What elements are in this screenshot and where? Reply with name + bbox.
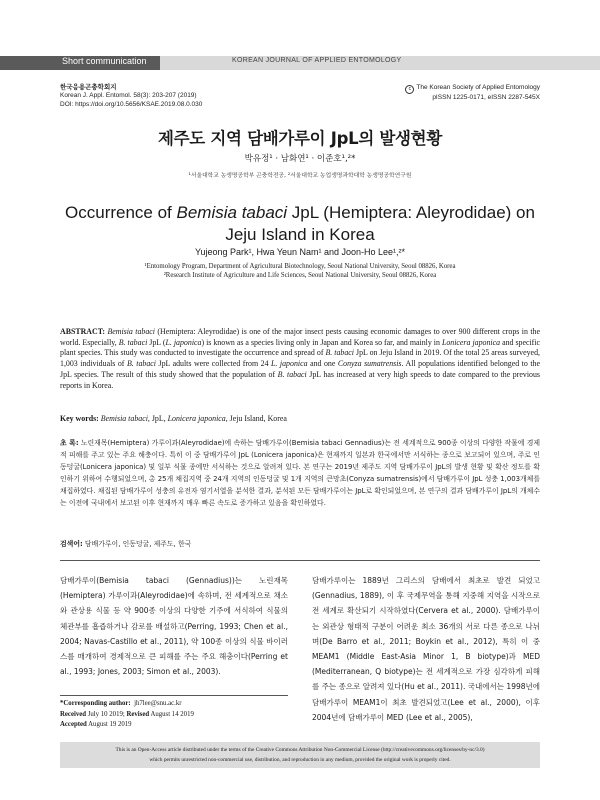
title-line2: Jeju Island in Korea: [225, 225, 375, 244]
journal-name-kr: 한국응용곤충학회지: [60, 84, 117, 91]
journal-band-title: KOREAN JOURNAL OF APPLIED ENTOMOLOGY: [232, 57, 402, 64]
abstract-english: [60, 327, 540, 391]
keywords-kr-text: 담배가루이, 인동덩굴, 제주도, 한국: [82, 540, 192, 548]
affiliation-1: ¹Entomology Program, Department of Agricultural Biotechnology, Seoul National University, Seoul 08826, Korea: [144, 263, 456, 270]
accepted-label: Accepted: [60, 721, 87, 728]
abstract-label: ABSTRACT:: [60, 327, 106, 336]
title-part: Occurrence of: [65, 203, 177, 222]
received-date: July 10 2019;: [87, 710, 125, 718]
corresponding-label: *Corresponding author:: [60, 700, 131, 707]
abstract-text: JpL on Jeju Island in 2019. Of the total 25 areas surveyed, 1,003 individuals of: [60, 348, 540, 369]
doi-link[interactable]: DOI: https://doi.org/10.5656/KSAE.2019.08.0.030: [60, 100, 203, 108]
citation-block: [60, 84, 202, 109]
title-english: [60, 202, 540, 246]
species-name: B. tabaci: [277, 369, 307, 379]
species-name: Conyza sumatrensis: [337, 359, 402, 369]
footnote-divider: [60, 695, 288, 696]
authors-korean: 박유정¹ · 남화연¹ · 이준호¹,²*: [244, 154, 356, 164]
accepted-date: August 19 2019: [88, 721, 132, 728]
keyword: , Jeju Island, Korea: [225, 414, 287, 423]
abstract-text: . All populations identified belonged to the JpL species. The result of this study showed that the population of: [60, 359, 540, 379]
body-column-right: 담배가루이는 1889년 그리스의 담배에서 최초로 발견 되었고(Gennadius, 1889), 이 후 국제무역을 통해 지중해 지역을 시작으로 전 세계로 확산되기 시작하였다(Cervera et al., 2000). 담배가루이는 외관상 형태적 구분이 어려운 최소 36개의 서로 다른 종으로 나뉘며(De Barro et al., 2011; Boykin et al., 2012), 특히 이 중 MEAM1 (Middle East-Asia Minor 1, B biotype)과 MED (Mediterranean, Q biotype)는 전 세계적으로 가장 심각하게 피해를 주는 종으로 알려져 있다(Hu et al., 2011). 국내에서는 1998년에 담배가루이 MEAM1이 최초 발견되었고(Lee et al., 2000), 이후 2004년에 담배가루이 MED (Lee et al., 2005),: [312, 576, 540, 722]
species-name: Bemisia tabaci: [107, 327, 155, 336]
species-name: B. tabaci: [325, 348, 354, 358]
abstract-text: and specific plant species. This study was conducted to investigate the occurrence and spread of: [60, 337, 541, 358]
abstract-text: ) is known as a species living only in Japan and Korea so far, and mainly in: [201, 337, 442, 347]
abstract-text: JpL (: [147, 337, 166, 347]
title-part: JpL (Hemiptera: Aleyrodidae) on: [287, 203, 535, 222]
abstract-text: and one: [307, 359, 338, 369]
title-species: Bemisia tabaci: [176, 203, 288, 222]
section-label: Short communication: [62, 56, 147, 66]
section-divider: [60, 560, 540, 561]
citation: Korean J. Appl. Entomol. 58(3): 203-207 (2019): [60, 92, 197, 100]
title-korean: 제주도 지역 담배가루이 JpL의 발생현황: [158, 129, 442, 148]
abstract-text: JpL adults were collected from 24: [156, 359, 272, 369]
keyword: , JpL,: [147, 414, 168, 423]
species-name: B. tabaci: [118, 337, 148, 347]
license-text: [60, 745, 540, 765]
keywords-kr-label: 검색어:: [60, 540, 83, 548]
affiliation-2: ²Research Institute of Agriculture and Life Sciences, Seoul National University, Seoul 08826, Korea: [163, 272, 437, 280]
abstract-kr-label: 초 록:: [60, 439, 79, 447]
corresponding-email[interactable]: jh7lee@snu.ac.kr: [134, 700, 182, 707]
copyright-text: The Korean Society of Applied Entomology: [416, 84, 540, 91]
species-name: L. japonica: [271, 359, 308, 369]
footnote: [60, 699, 288, 731]
species-name: Lonicera japonica: [441, 337, 501, 347]
revised-label: Revised: [126, 710, 150, 718]
keywords-korean: [60, 538, 540, 548]
issn: pISSN 1225-0171, eISSN 2287-545X: [432, 94, 540, 101]
affiliations-english: [0, 262, 600, 281]
abstract-korean: [60, 438, 540, 509]
abstract-text: JpL has increased at very high speeds to date compared to the previous reports in Korea.: [60, 369, 540, 390]
authors-english: Yujeong Park¹, Hwa Yeun Nam¹ and Joon-Ho Lee¹,²*: [194, 247, 406, 257]
abstract-kr-text: 노린재목(Hemiptera) 가루이과(Aleyrodidae)에 속하는 담배가루이(Bemisia tabaci Gennadius)는 전 세계적으로 900종 이상의 다양한 작물에 경제적 피해를 주고 있는 주요 해충이다. 특히 이 중 담배가루이 JpL (Lonicera japonica)은 현재까지 일본과 한국에서만 서식하는 종으로 보고되어 있으며, 주로 인동덩굴(Lonicera japonica) 및 일부 식물 종에만 서식하는 것으로 알려져 있다. 본 연구는 2019년 제주도 지역 담배가루이 JpL의 발생 현황 및 확산 정도를 확인하기 위하여 수행되었으며, 총 25개 채집지역 중 24개 지역의 인동덩굴 및 1개 지역의 큰망초(Conyza sumatrensis)에서 담배가루이 JpL 성충 1,003개체를 채집하였다. 채집된 담배가루이 성충의 유전자 염기서열을 분석한 결과, 분석된 모든 담배가루이는 JpL로 확인되었으며, 본 연구의 결과 담배가루이 JpL의 개체수는 이전에 국내에서 보고된 이후 현재까지 매우 빠른 속도로 증가하고 있음을 확인하였다.: [60, 439, 541, 507]
species-name: B. tabaci: [126, 359, 156, 369]
license-line-1: This is an Open-Access article distributed under the terms of the Creative Commons Attribution Non-Commercial License (http://creativecommons.org/licenses/by-nc/3.0): [115, 747, 485, 753]
received-label: Received: [60, 710, 87, 718]
affiliations-korean: ¹서울대학교 농생명공학부 곤충학전공, ²서울대학교 농업생명과학대학 농생명공학연구원: [188, 173, 412, 179]
license-line-2: which permits unrestricted non-commercial use, distribution, and reproduction in any medium, provided the original work is properly cited.: [149, 757, 451, 763]
keywords-english: [60, 414, 540, 423]
keywords-label: Key words:: [60, 414, 99, 423]
keyword: Lonicera japonica: [167, 414, 226, 423]
revised-date: August 14 2019: [150, 710, 194, 718]
abstract-text: (Hemiptera: Aleyrodidae) is one of the major insect pests causing economic damages to over 900 different crops in the world. Especially,: [60, 327, 540, 347]
keyword: Bemisia tabaci: [100, 414, 148, 423]
copyright-icon: c: [405, 85, 414, 94]
copyright-block: [405, 84, 540, 102]
body-column-left: 담배가루이(Bemisia tabaci (Gennadius))는 노린재목(Hemiptera) 가루이과(Aleyrodidae)에 속하며, 전 세계적으로 채소와 관상용 식물 등 약 900종 이상의 다양한 기주에 서식하여 식물의 체관부를 흡즙하거나 감로를 배설하고(Perring, 1993; Chen et al., 2004; Navas-Castillo et al., 2011), 약 100종 이상의 식물 바이러스를 매개하여 경제적으로 큰 피해를 주는 주요 해충이다(Perring et al., 1993; Jones, 2003; Simon et al., 2003).: [60, 576, 288, 677]
species-name: L. japonica: [165, 337, 202, 347]
